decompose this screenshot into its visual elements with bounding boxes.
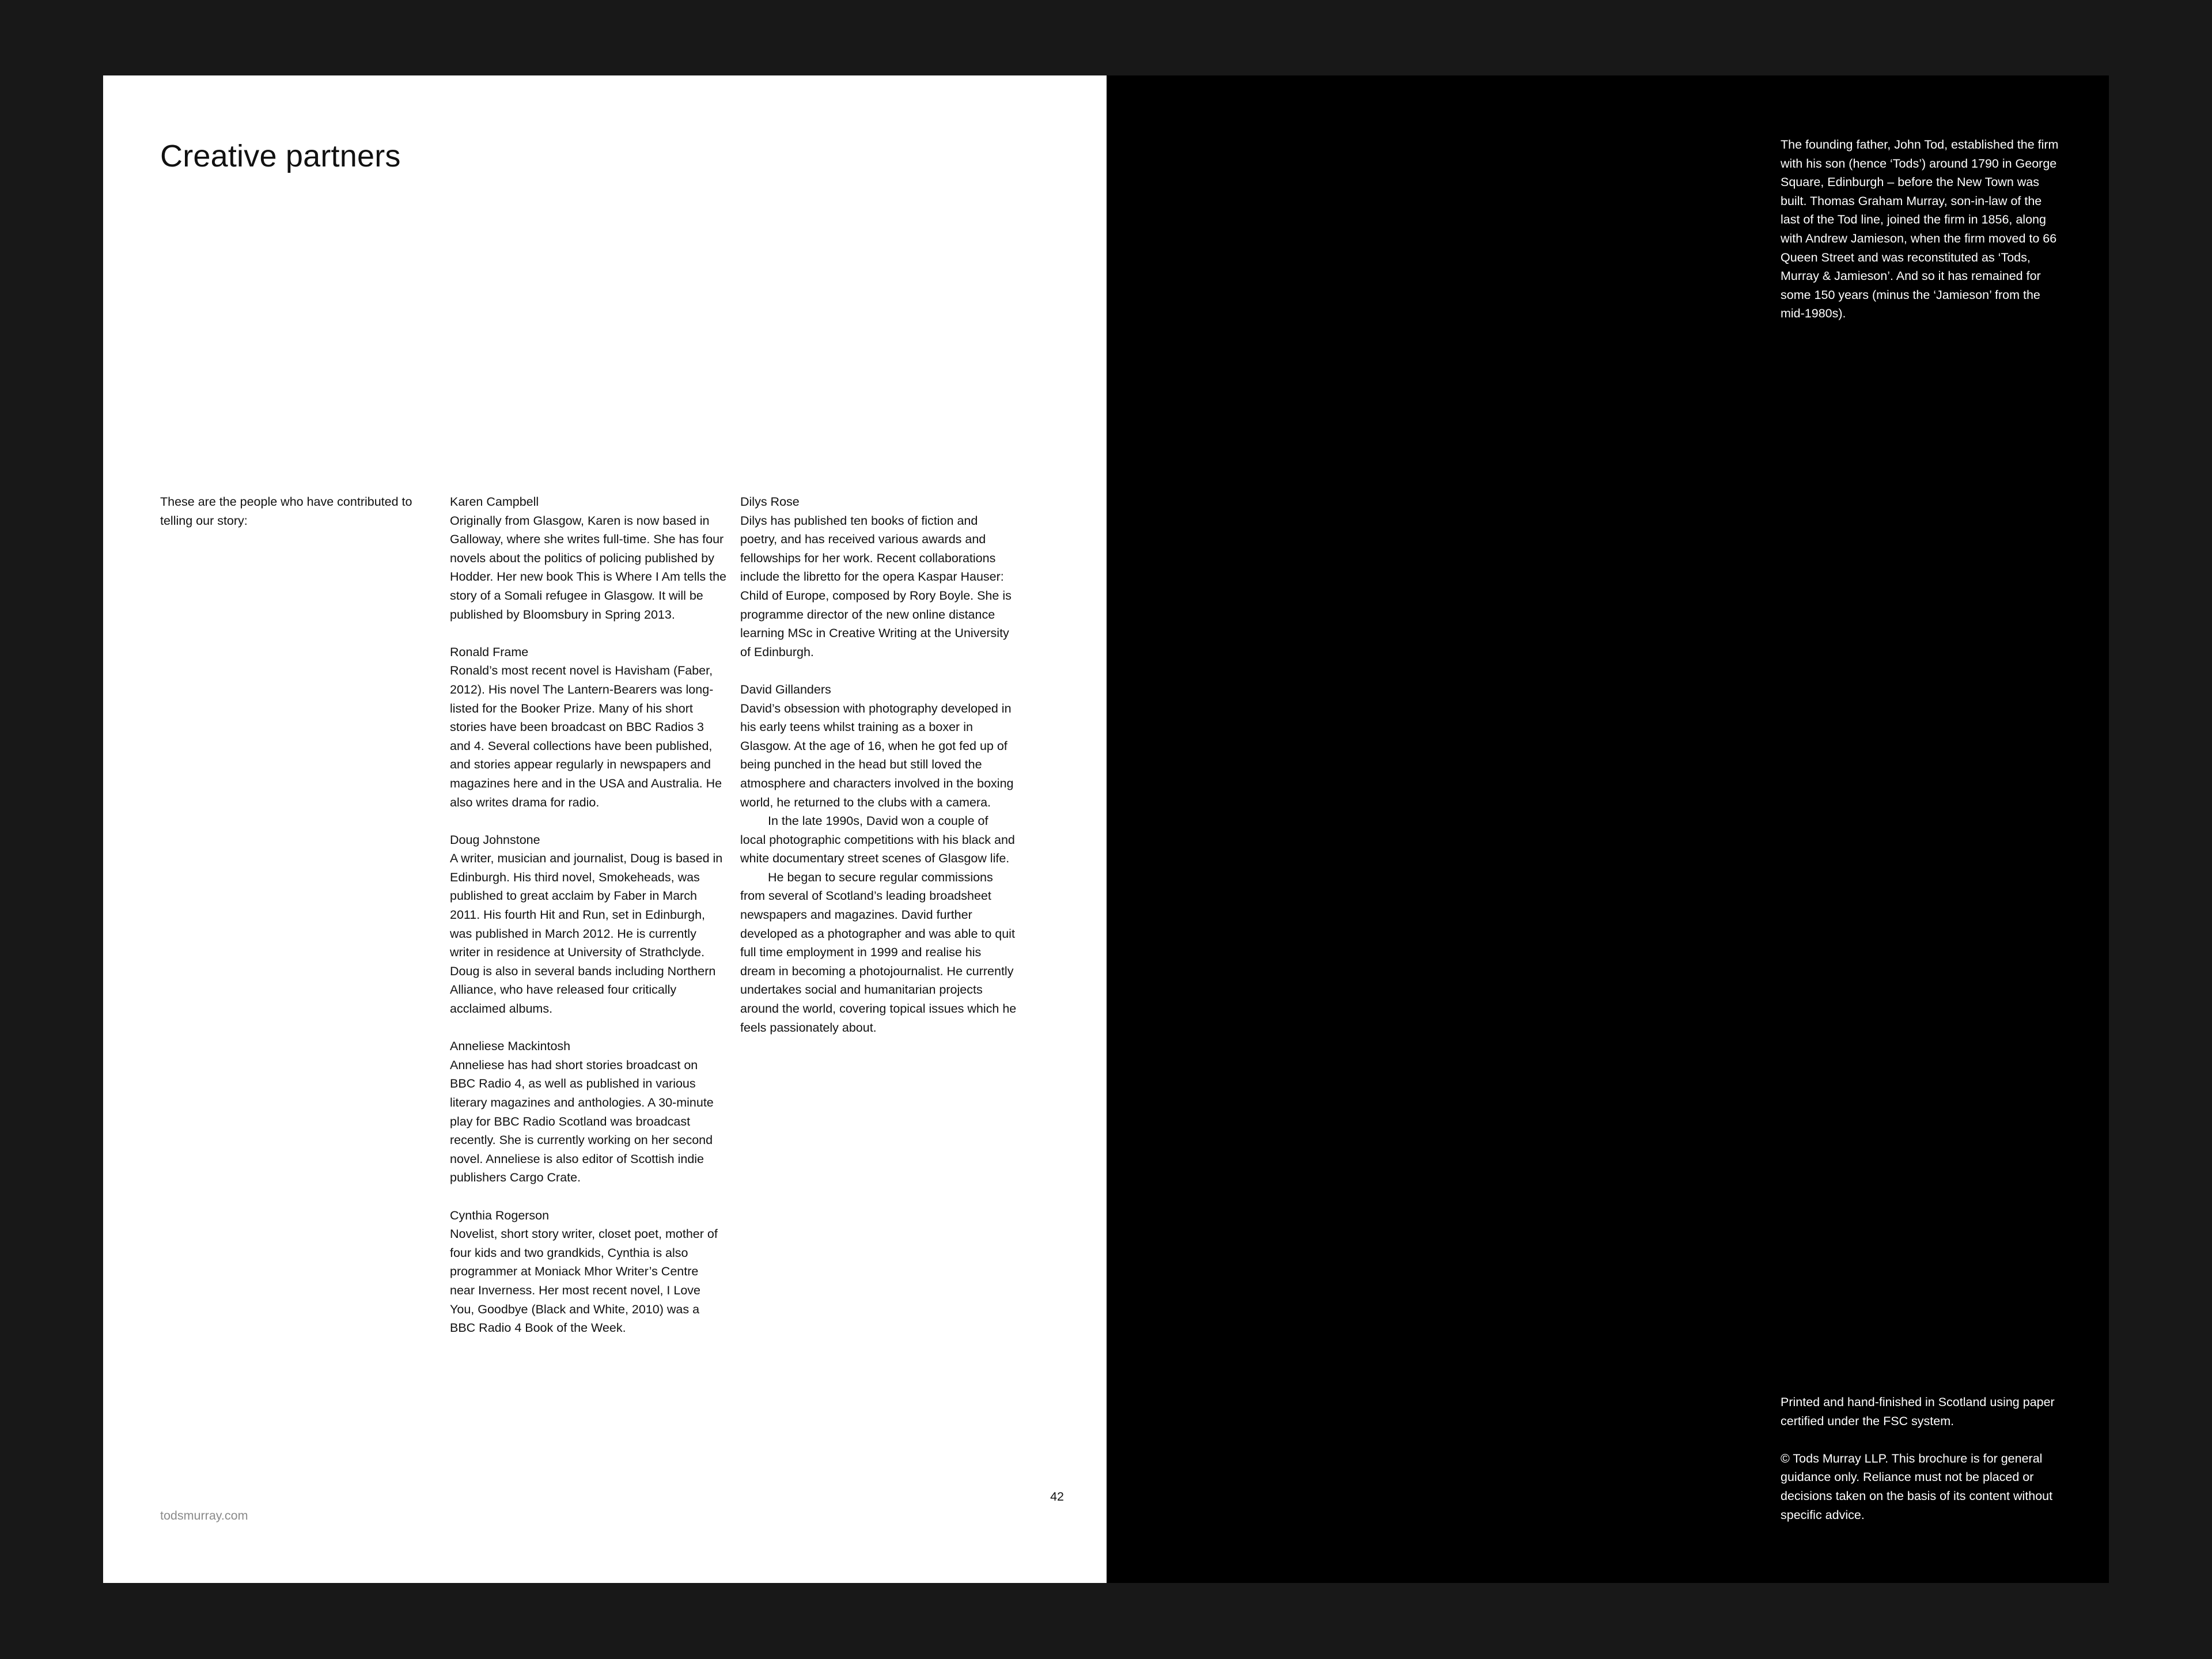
- printing-note: Printed and hand-finished in Scotland using paper certified under the FSC system.: [1781, 1395, 2055, 1428]
- bio-text: David’s obsession with photography developed in his early teens whilst training as a boxer in Glasgow. At the age of 16, when he got fed up of being punched in the head but still loved the atmosphere and characters involved in the boxing world, he returned to the clubs with a camera.: [740, 701, 1014, 809]
- right-page: [1107, 75, 2109, 1583]
- bio-text: In the late 1990s, David won a couple of local photographic competitions with his black and white documentary street scenes of Glasgow life.: [740, 814, 1015, 866]
- bio-name: Doug Johnstone: [450, 832, 540, 847]
- bio-text: A writer, musician and journalist, Doug is based in Edinburgh. His third novel, Smokeheads, was published to great acclaim by Faber in March 2011. His fourth Hit and Run, set in Edinburgh, was published in March 2012. He is currently writer in residence at University of Strathclyde. Doug is also in several bands including Northern Alliance, who have released four critically acclaimed albums.: [450, 851, 723, 1016]
- bio-text: Originally from Glasgow, Karen is now based in Galloway, where she writes full-time. She has four novels about the politics of policing published by Hodder. Her new book This is Where I Am tells the story of a Somali refugee in Glasgow. It will be published by Bloomsbury in Spring 2013.: [450, 513, 726, 622]
- footer-url: todsmurray.com: [160, 1509, 248, 1522]
- brochure-spread: [103, 75, 2109, 1583]
- bio-column-1: [450, 493, 726, 1356]
- intro-text: These are the people who have contributed to telling our story:: [160, 495, 412, 528]
- bio-name: Karen Campbell: [450, 495, 539, 509]
- bio-text: Anneliese has had short stories broadcast on BBC Radio 4, as well as published in various literary magazines and anthologies. A 30-minute play for BBC Radio Scotland was broadcast recently. She is currently working on her second novel. Anneliese is also editor of Scottish indie publishers Cargo Crate.: [450, 1058, 714, 1185]
- bio-text: Novelist, short story writer, closet poet, mother of four kids and two grandkids, Cynthia is also programmer at Moniack Mhor Writer’s Centre near Inverness. Her most recent novel, I Love You, Goodbye (Black and White, 2010) was a BBC Radio 4 Book of the Week.: [450, 1227, 718, 1335]
- bio-karen-campbell: [450, 493, 726, 624]
- bio-column-2: [740, 493, 1017, 1056]
- legal-notes: [1781, 1393, 2063, 1524]
- bio-anneliese-mackintosh: [450, 1037, 726, 1187]
- left-page: [103, 75, 1107, 1583]
- bio-dilys-rose: [740, 493, 1017, 661]
- bio-name: Dilys Rose: [740, 495, 800, 509]
- bio-name: David Gillanders: [740, 682, 831, 696]
- page-number: 42: [1050, 1490, 1064, 1503]
- copyright-note: © Tods Murray LLP. This brochure is for general guidance only. Reliance must not be placed or decisions taken on the basis of its content without specific advice.: [1781, 1451, 2053, 1522]
- bio-text: He began to secure regular commissions from several of Scotland’s leading broadsheet newspapers and magazines. David further developed as a photographer and was able to quit full time employment in 1999 and realise his dream in becoming a photojournalist. He currently undertakes social and humanitarian projects around the world, covering topical issues which he feels passionately about.: [740, 870, 1017, 1035]
- bio-text: Ronald’s most recent novel is Havisham (Faber, 2012). His novel The Lantern-Bearers was long-listed for the Booker Prize. Many of his short stories have been broadcast on BBC Radios 3 and 4. Several collections have been published, and stories appear regularly in newspapers and magazines here and in the USA and Australia. He also writes drama for radio.: [450, 664, 722, 809]
- bio-doug-johnstone: [450, 831, 726, 1018]
- bio-david-gillanders: [740, 680, 1017, 1037]
- page-title: Creative partners: [160, 139, 401, 173]
- bio-name: Anneliese Mackintosh: [450, 1039, 571, 1054]
- bio-ronald-frame: [450, 643, 726, 812]
- firm-history-text: The founding father, John Tod, established the firm with his son (hence ‘Tods’) around 1790 in George Square, Edinburgh – before the New Town was built. Thomas Graham Murray, son-in-law of the last of the Tod line, joined the firm in 1856, along with Andrew Jamieson, when the firm moved to 66 Queen Street and was reconstituted as ‘Tods, Murray & Jamieson’. And so it has remained for some 150 years (minus the ‘Jamieson’ from the mid-1980s).: [1781, 138, 2059, 321]
- bio-name: Cynthia Rogerson: [450, 1208, 550, 1222]
- bio-cynthia-rogerson: [450, 1206, 726, 1338]
- bio-text: Dilys has published ten books of fiction and poetry, and has received various awards and fellowships for her work. Recent collaborations include the libretto for the opera Kaspar Hauser: Child of Europe, composed by Rory Boyle. She is programme director of the new online distance learning MSc in Creative Writing at the University of Edinburgh.: [740, 513, 1012, 659]
- bio-name: Ronald Frame: [450, 645, 529, 659]
